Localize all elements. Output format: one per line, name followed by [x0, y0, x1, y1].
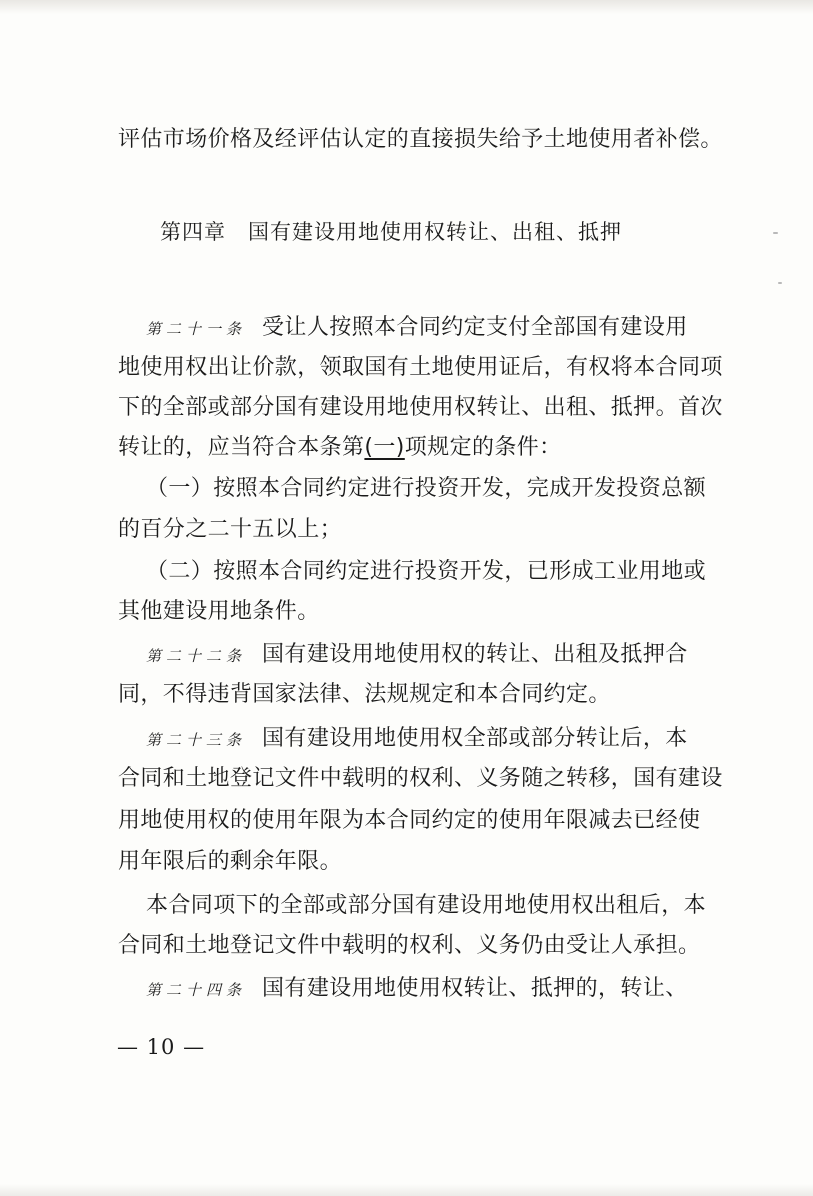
- text-fragment: 项规定的条件：: [404, 435, 562, 460]
- list-item-1: （一）按照本合同约定进行投资开发，完成开发投资总额: [146, 476, 707, 501]
- text-line: 评估市场价格及经评估认定的直接损失给予土地使用者补偿。: [118, 127, 723, 152]
- article-21-first-line: [146, 313, 688, 344]
- item-reference: (一): [364, 435, 405, 460]
- article-21-last-line: [118, 433, 562, 463]
- text-line: 用地使用权的使用年限为本合同约定的使用年限减去已经使: [118, 808, 701, 833]
- article-number: 第二十一条: [146, 320, 247, 338]
- article-text: 国有建设用地使用权的转让、出租及抵押合: [262, 642, 688, 667]
- text-line: 合同和土地登记文件中载明的权利、义务随之转移，国有建设: [118, 766, 723, 791]
- chapter-heading: 第四章 国有建设用地使用权转让、出租、抵押: [160, 220, 622, 244]
- paragraph-first-line: 本合同项下的全部或部分国有建设用地使用权出租后，本: [146, 893, 707, 918]
- list-item-2: （二）按照本合同约定进行投资开发，已形成工业用地或: [146, 559, 707, 584]
- text-line: 地使用权出让价款，领取国有土地使用证后，有权将本合同项: [118, 355, 723, 380]
- scan-edge-top: [0, 0, 813, 14]
- article-text: 受让人按照本合同约定支付全部国有建设用: [262, 315, 688, 340]
- scan-edge-bottom: [0, 1184, 813, 1196]
- text-fragment: 转让的，应当符合本条第: [118, 435, 365, 460]
- article-22-first-line: [146, 640, 688, 671]
- text-line: 其他建设用地条件。: [118, 599, 320, 624]
- text-line: 合同和土地登记文件中载明的权利、义务仍由受让人承担。: [118, 933, 701, 958]
- page-number: — 10 —: [117, 1035, 206, 1059]
- text-line: 的百分之二十五以上；: [118, 517, 343, 542]
- article-text: 国有建设用地使用权全部或部分转让后，本: [262, 726, 688, 751]
- article-23-first-line: [146, 724, 688, 755]
- article-number: 第二十二条: [146, 647, 247, 665]
- text-line: 用年限后的剩余年限。: [118, 849, 343, 874]
- text-line: 同，不得违背国家法律、法规规定和本合同约定。: [118, 682, 611, 707]
- article-number: 第二十三条: [146, 731, 247, 749]
- scan-speck: [778, 282, 782, 284]
- text-line: 下的全部或部分国有建设用地使用权转让、出租、抵押。首次: [118, 395, 723, 420]
- article-number: 第二十四条: [146, 981, 247, 999]
- article-text: 国有建设用地使用权转让、抵押的，转让、: [262, 976, 688, 1001]
- article-24-first-line: [146, 974, 688, 1005]
- scan-speck: [773, 232, 778, 234]
